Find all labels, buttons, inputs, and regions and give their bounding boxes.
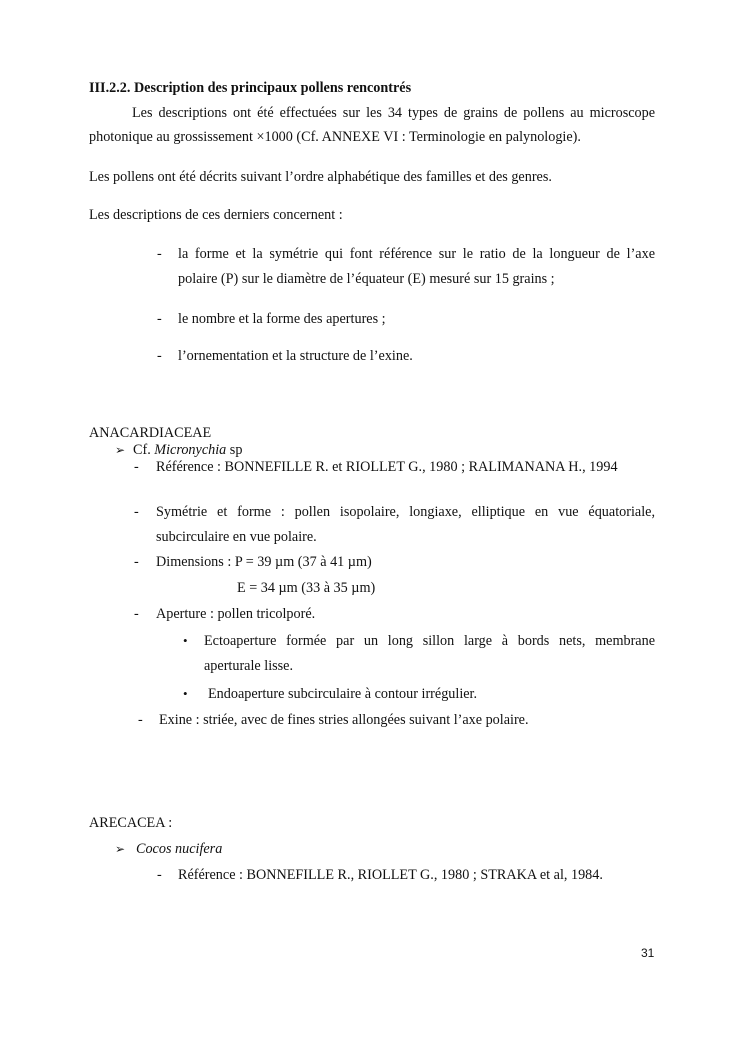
- reference-micronychia: Référence : BONNEFILLE R. et RIOLLET G., 1980 ; RALIMANANA H., 1994: [156, 459, 618, 475]
- ectoaperture-line-2: aperturale lisse.: [204, 658, 294, 674]
- list-dash: -: [157, 867, 162, 883]
- list-dash: -: [134, 504, 139, 520]
- aperture-line: Aperture : pollen tricolporé.: [156, 606, 316, 622]
- criteria-item-1-line-1: la forme et la symétrie qui font référence sur le ratio de la longueur de l’axe: [178, 246, 655, 262]
- list-dash: -: [157, 246, 162, 262]
- list-dash: -: [134, 606, 139, 622]
- reference-cocos: Référence : BONNEFILLE R., RIOLLET G., 1980 ; STRAKA et al, 1984.: [178, 867, 603, 883]
- list-dash: -: [157, 348, 162, 364]
- intro-line-1: Les descriptions ont été effectuées sur les 34 types de grains de pollens au microscope: [132, 105, 655, 121]
- criteria-item-3: l’ornementation et la structure de l’exine.: [178, 348, 413, 364]
- arrow-bullet-icon: ➢: [115, 443, 126, 457]
- list-dash: -: [134, 459, 139, 475]
- page-number: 31: [641, 946, 655, 960]
- family-name-arecacea: ARECACEA :: [89, 815, 173, 831]
- intro-line-2: photonique au grossissement ×1000 (Cf. ANNEXE VI : Terminologie en palynologie).: [89, 129, 581, 145]
- dimensions-e: E = 34 µm (33 à 35 µm): [237, 580, 376, 596]
- symmetry-line-2: subcirculaire en vue polaire.: [156, 529, 317, 545]
- list-dash: -: [134, 554, 139, 570]
- criteria-item-2: le nombre et la forme des apertures ;: [178, 311, 386, 327]
- dimensions-p: Dimensions : P = 39 µm (37 à 41 µm): [156, 554, 372, 570]
- list-dash: -: [138, 712, 143, 728]
- bullet-icon: •: [183, 686, 188, 701]
- taxon-cocos-nucifera: Cocos nucifera: [136, 841, 223, 857]
- symmetry-line-1: Symétrie et forme : pollen isopolaire, longiaxe, elliptique en vue équatoriale,: [156, 504, 655, 520]
- ectoaperture-line-1: Ectoaperture formée par un long sillon large à bords nets, membrane: [204, 633, 655, 649]
- exine-line: Exine : striée, avec de fines stries allongées suivant l’axe polaire.: [159, 712, 529, 728]
- bullet-icon: •: [183, 633, 188, 648]
- section-heading: III.2.2. Description des principaux pollens rencontrés: [89, 80, 412, 96]
- arrow-bullet-icon: ➢: [115, 842, 126, 856]
- criteria-intro: Les descriptions de ces derniers concernent :: [89, 207, 343, 223]
- family-name-anacardiaceae: ANACARDIACEAE: [89, 425, 212, 441]
- criteria-item-1-line-2: polaire (P) sur le diamètre de l’équateur (E) mesuré sur 15 grains ;: [178, 271, 555, 287]
- order-sentence: Les pollens ont été décrits suivant l’ordre alphabétique des familles et des genres.: [89, 169, 552, 185]
- taxon-micronychia: Cf. Micronychia sp: [133, 442, 243, 458]
- list-dash: -: [157, 311, 162, 327]
- endoaperture-line: Endoaperture subcirculaire à contour irrégulier.: [208, 686, 478, 702]
